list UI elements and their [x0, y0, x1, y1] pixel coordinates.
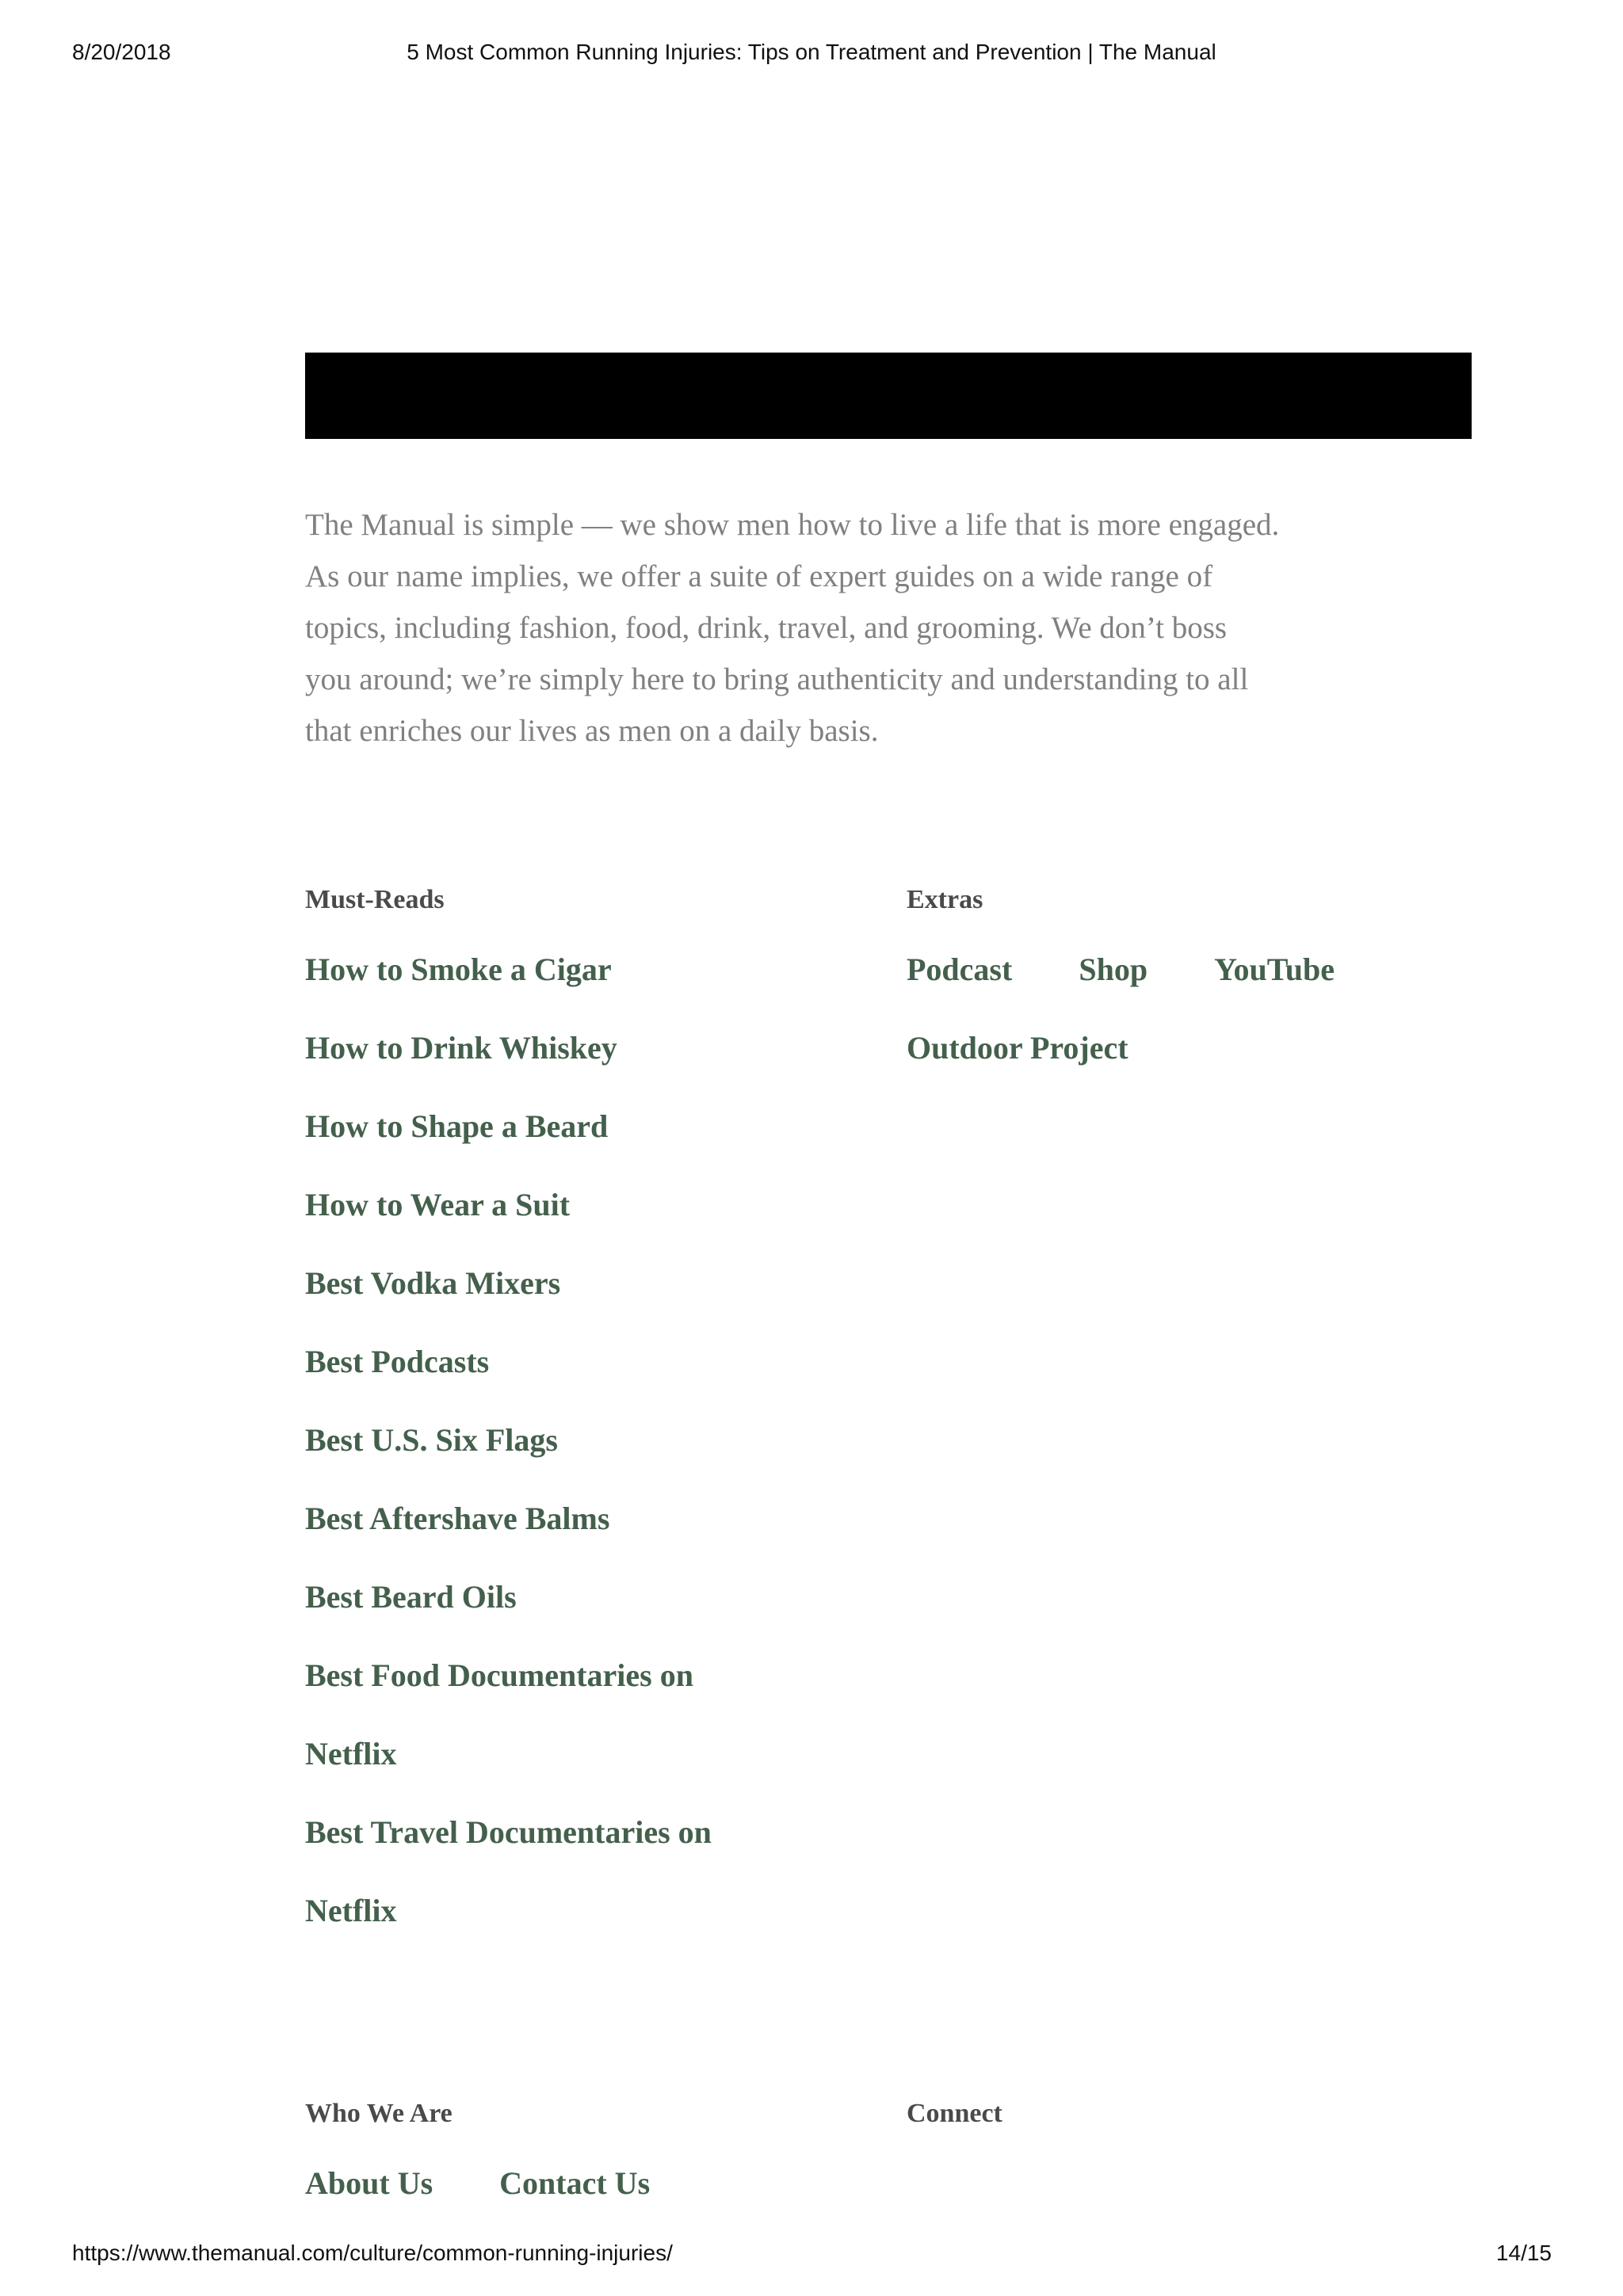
about-line: topics, including fashion, food, drink, travel, and grooming. We don’t boss [305, 611, 1228, 645]
print-page-number: 14/15 [1495, 2241, 1552, 2265]
connect-heading: Connect [907, 2099, 1002, 2128]
print-footer [0, 2241, 1623, 2272]
must-read-link-shape-beard[interactable]: How to Shape a Beard [305, 1108, 609, 1144]
must-read-link-aftershave-balms[interactable]: Best Aftershave Balms [305, 1501, 610, 1536]
print-page-title: 5 Most Common Running Injuries: Tips on Treatment and Prevention | The Manual [407, 40, 1216, 64]
print-url: https://www.themanual.com/culture/common-running-injuries/ [72, 2241, 673, 2265]
must-read-link-travel-documentaries-cont[interactable]: Netflix [305, 1893, 397, 1928]
must-reads-list [305, 930, 844, 1950]
must-read-link-food-documentaries-cont[interactable]: Netflix [305, 1736, 397, 1772]
print-header [0, 40, 1623, 71]
must-read-link-beard-oils[interactable]: Best Beard Oils [305, 1579, 517, 1615]
who-we-are-list [305, 2144, 844, 2222]
must-read-link-six-flags[interactable]: Best U.S. Six Flags [305, 1422, 558, 1458]
must-read-link-travel-documentaries[interactable]: Best Travel Documentaries on [305, 1814, 712, 1850]
extras-link-youtube[interactable]: YouTube [1214, 952, 1335, 987]
who-we-are-heading: Who We Are [305, 2099, 453, 2128]
must-reads-heading: Must-Reads [305, 885, 445, 914]
must-reads-section [305, 884, 844, 1950]
must-read-link-food-documentaries[interactable]: Best Food Documentaries on [305, 1657, 693, 1693]
about-paragraph [305, 499, 1359, 757]
about-line: The Manual is simple — we show men how to live a life that is more engaged. [305, 508, 1280, 542]
about-line: you around; we’re simply here to bring authenticity and understanding to all [305, 662, 1249, 696]
must-read-link-smoke-cigar[interactable]: How to Smoke a Cigar [305, 952, 612, 987]
extras-list [907, 930, 1477, 1087]
about-line: As our name implies, we offer a suite of expert guides on a wide range of [305, 559, 1213, 593]
extras-heading: Extras [907, 885, 983, 914]
extras-link-outdoor-project[interactable]: Outdoor Project [907, 1030, 1128, 1066]
about-us-link[interactable]: About Us [305, 2165, 433, 2201]
extras-section [907, 884, 1477, 1087]
must-read-link-wear-suit[interactable]: How to Wear a Suit [305, 1187, 571, 1222]
about-line: that enriches our lives as men on a daily basis. [305, 714, 879, 748]
logo-bar [305, 353, 1472, 439]
must-read-link-podcasts[interactable]: Best Podcasts [305, 1344, 490, 1379]
extras-link-podcast[interactable]: Podcast [907, 952, 1013, 987]
must-read-link-drink-whiskey[interactable]: How to Drink Whiskey [305, 1030, 617, 1066]
contact-us-link[interactable]: Contact Us [499, 2165, 651, 2201]
connect-section [907, 2098, 1477, 2130]
must-read-link-vodka-mixers[interactable]: Best Vodka Mixers [305, 1265, 561, 1301]
who-we-are-section [305, 2098, 844, 2222]
print-date: 8/20/2018 [72, 40, 171, 64]
extras-link-shop[interactable]: Shop [1079, 952, 1148, 987]
